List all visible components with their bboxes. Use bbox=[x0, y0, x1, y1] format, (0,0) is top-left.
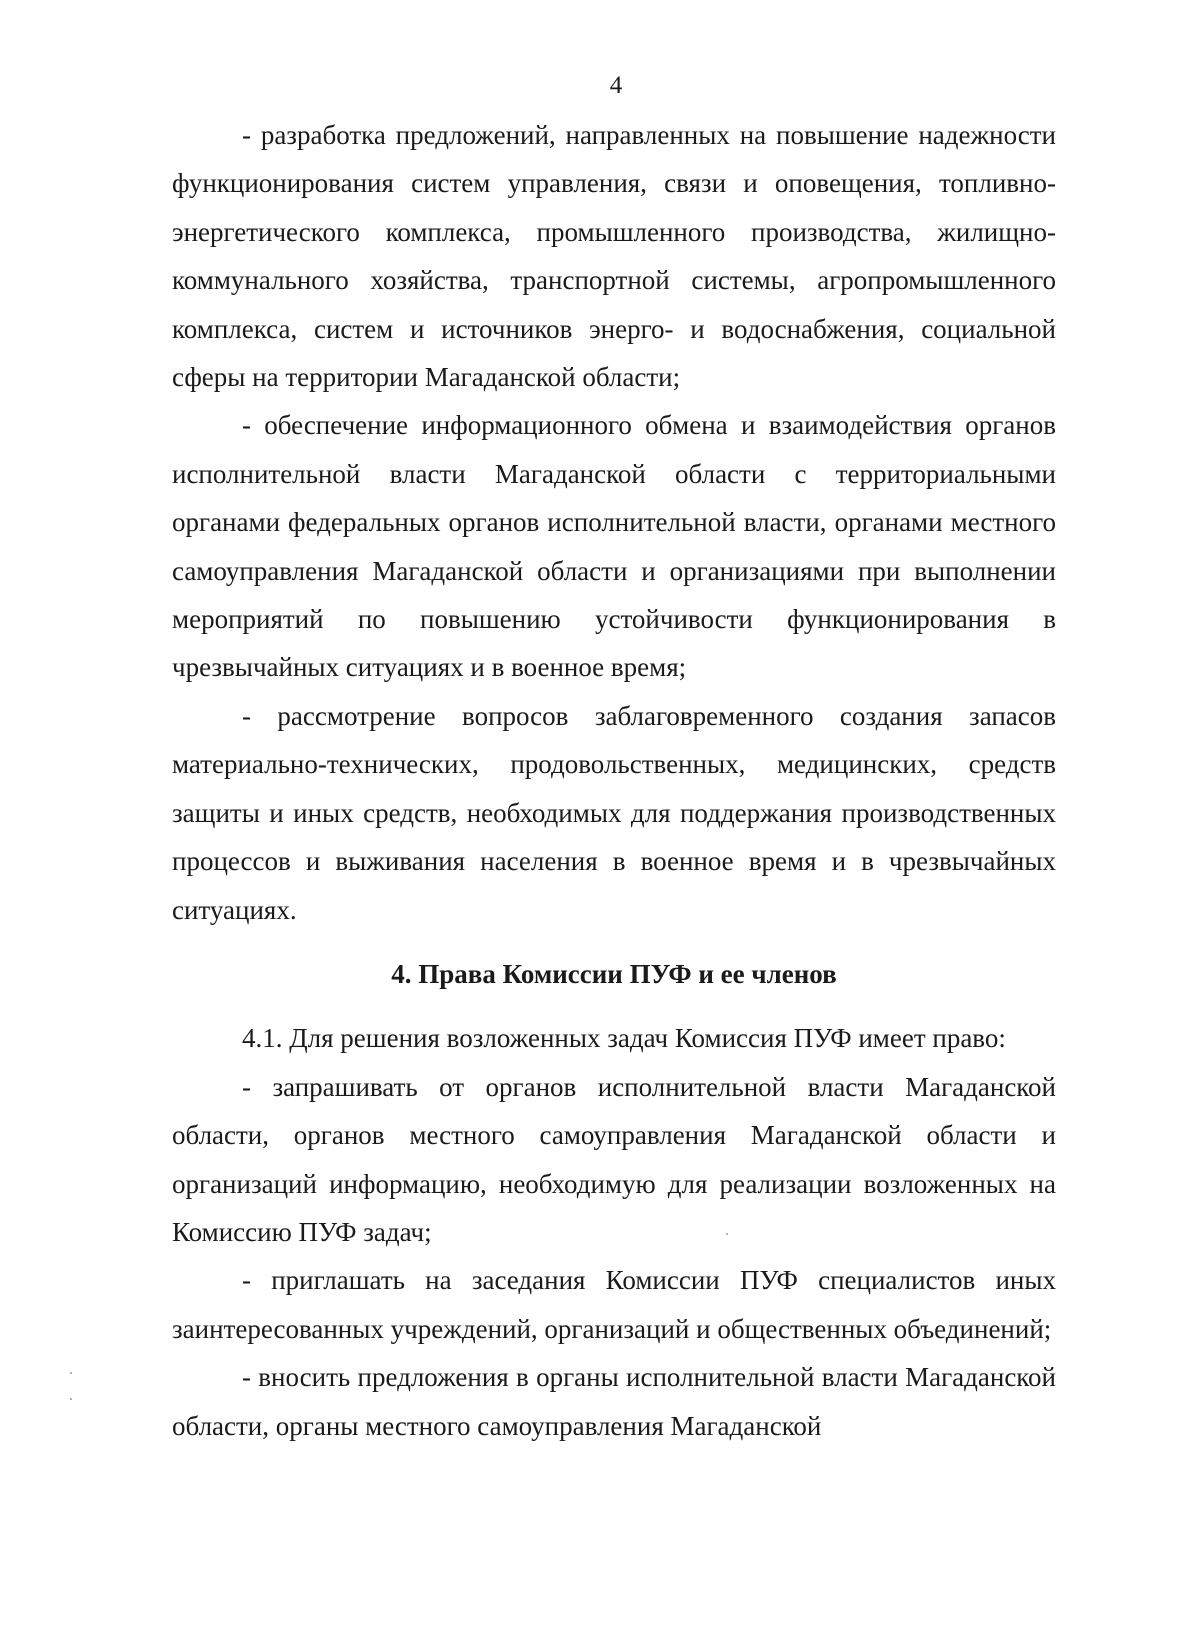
paragraph: - разработка предложений, направленных на повышение надежности функционирования систем управления, связи и оповещения, топливно-энергетического комплекса, промышленного производства, жилищно-коммунального хозяйства, транспортной системы, агропромышленного комплекса, систем и источников энерго- и водоснабжения, социальной сферы на территории Магаданской области; bbox=[172, 120, 1056, 393]
paragraph: - обеспечение информационного обмена и взаимодействия органов исполнительной власти Магаданской области с территориальными органами федеральных органов исполнительной власти, органами местного самоуправления Магаданской области и организациями при выполнении мероприятий по повышению устойчивости функционирования в чрезвычайных ситуациях и в военное время; bbox=[172, 410, 1056, 683]
paragraph: - вносить предложения в органы исполнительной власти Магаданской области, органы местного самоуправления Магаданской bbox=[172, 1362, 1056, 1441]
scan-speck bbox=[726, 1233, 728, 1235]
section-heading: 4. Права Комиссии ПУФ и ее членов bbox=[391, 958, 837, 989]
page-number: 4 bbox=[609, 72, 623, 99]
paragraph: 4.1. Для решения возложенных задач Комиссия ПУФ имеет право: bbox=[242, 1023, 1006, 1054]
scan-speck bbox=[70, 1398, 72, 1400]
paragraph: - запрашивать от органов исполнительной власти Магаданской области, органов местного самоуправления Магаданской области и организаций информацию, необходимую для реализации возложенных на Комиссию ПУФ задач; bbox=[172, 1071, 1056, 1247]
paragraph: - рассмотрение вопросов заблаговременного создания запасов материально-технических, продовольственных, медицинских, средств защиты и иных средств, необходимых для поддержания производственных процессов и выживания населения в военное время и в чрезвычайных ситуациях. bbox=[172, 700, 1056, 925]
scan-speck bbox=[70, 1372, 72, 1374]
document-body bbox=[172, 111, 1056, 1450]
paragraph: - приглашать на заседания Комиссии ПУФ специалистов иных заинтересованных учреждений, организаций и общественных объединений; bbox=[172, 1265, 1056, 1344]
